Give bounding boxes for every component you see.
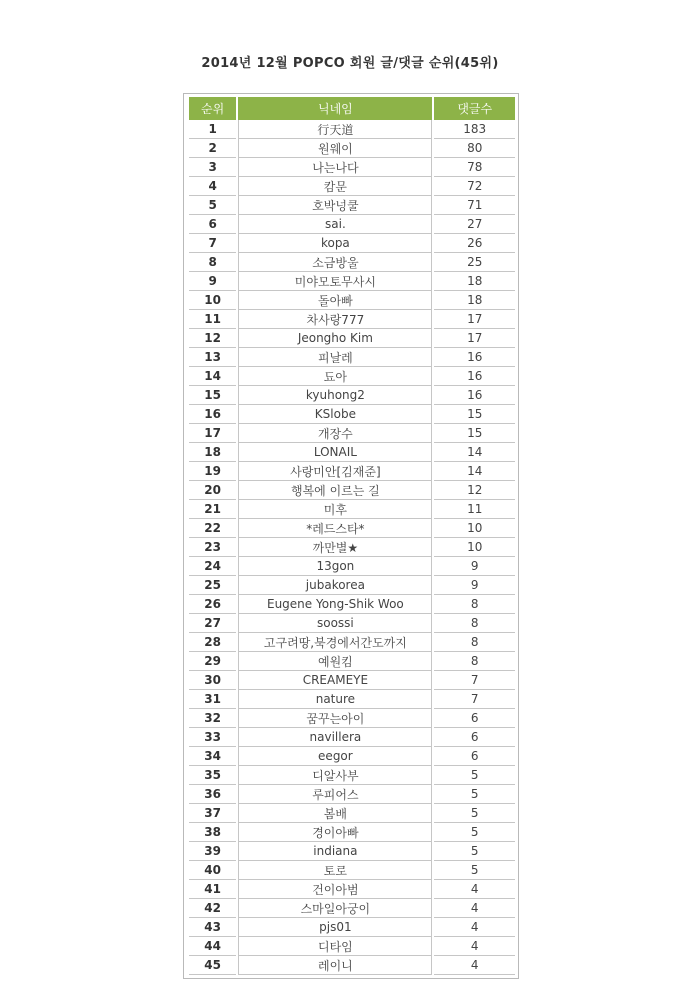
rank-cell: 33 bbox=[189, 728, 236, 747]
rank-cell: 24 bbox=[189, 557, 236, 576]
count-cell: 4 bbox=[434, 880, 515, 899]
table-row bbox=[189, 918, 515, 937]
table-row bbox=[189, 937, 515, 956]
table-row bbox=[189, 766, 515, 785]
count-cell: 14 bbox=[434, 443, 515, 462]
table-row bbox=[189, 196, 515, 215]
nickname-cell: 개장수 bbox=[238, 424, 432, 443]
count-cell: 80 bbox=[434, 139, 515, 158]
nickname-cell: 까만별★ bbox=[238, 538, 432, 557]
rank-cell: 8 bbox=[189, 253, 236, 272]
nickname-cell: Jeongho Kim bbox=[238, 329, 432, 348]
nickname-cell: 사랑미안[김재준] bbox=[238, 462, 432, 481]
nickname-cell: 경이아빠 bbox=[238, 823, 432, 842]
count-cell: 18 bbox=[434, 272, 515, 291]
table-header-row bbox=[189, 97, 515, 120]
nickname-cell: *레드스타* bbox=[238, 519, 432, 538]
rank-cell: 32 bbox=[189, 709, 236, 728]
table-row bbox=[189, 386, 515, 405]
ranking-table-frame bbox=[183, 93, 519, 979]
count-cell: 6 bbox=[434, 747, 515, 766]
rank-cell: 28 bbox=[189, 633, 236, 652]
count-cell: 9 bbox=[434, 576, 515, 595]
nickname-cell: 피날레 bbox=[238, 348, 432, 367]
rank-cell: 23 bbox=[189, 538, 236, 557]
count-cell: 12 bbox=[434, 481, 515, 500]
rank-cell: 35 bbox=[189, 766, 236, 785]
nickname-cell: 루피어스 bbox=[238, 785, 432, 804]
rank-cell: 45 bbox=[189, 956, 236, 975]
nickname-cell: 됴아 bbox=[238, 367, 432, 386]
count-cell: 5 bbox=[434, 842, 515, 861]
table-row bbox=[189, 443, 515, 462]
count-cell: 7 bbox=[434, 690, 515, 709]
rank-cell: 15 bbox=[189, 386, 236, 405]
nickname-cell: navillera bbox=[238, 728, 432, 747]
rank-cell: 19 bbox=[189, 462, 236, 481]
nickname-cell: 디타임 bbox=[238, 937, 432, 956]
count-cell: 71 bbox=[434, 196, 515, 215]
table-row bbox=[189, 823, 515, 842]
count-cell: 4 bbox=[434, 956, 515, 975]
table-row bbox=[189, 253, 515, 272]
rank-cell: 22 bbox=[189, 519, 236, 538]
rank-cell: 17 bbox=[189, 424, 236, 443]
rank-cell: 20 bbox=[189, 481, 236, 500]
nickname-cell: 레이니 bbox=[238, 956, 432, 975]
rank-cell: 26 bbox=[189, 595, 236, 614]
rank-cell: 4 bbox=[189, 177, 236, 196]
nickname-cell: 호박넝쿨 bbox=[238, 196, 432, 215]
header-rank: 순위 bbox=[189, 97, 236, 120]
table-row bbox=[189, 158, 515, 177]
count-cell: 15 bbox=[434, 424, 515, 443]
nickname-cell: 행복에 이르는 길 bbox=[238, 481, 432, 500]
count-cell: 5 bbox=[434, 861, 515, 880]
page-title: 2014년 12월 POPCO 회원 글/댓글 순위(45위) bbox=[201, 56, 499, 71]
rank-cell: 1 bbox=[189, 120, 236, 139]
count-cell: 18 bbox=[434, 291, 515, 310]
table-row bbox=[189, 614, 515, 633]
rank-cell: 3 bbox=[189, 158, 236, 177]
nickname-cell: nature bbox=[238, 690, 432, 709]
rank-cell: 36 bbox=[189, 785, 236, 804]
rank-cell: 27 bbox=[189, 614, 236, 633]
count-cell: 10 bbox=[434, 538, 515, 557]
nickname-cell: 봄배 bbox=[238, 804, 432, 823]
nickname-cell: soossi bbox=[238, 614, 432, 633]
table-row bbox=[189, 899, 515, 918]
rank-cell: 16 bbox=[189, 405, 236, 424]
rank-cell: 41 bbox=[189, 880, 236, 899]
table-row bbox=[189, 652, 515, 671]
nickname-cell: 13gon bbox=[238, 557, 432, 576]
table-row bbox=[189, 804, 515, 823]
rank-cell: 14 bbox=[189, 367, 236, 386]
count-cell: 4 bbox=[434, 899, 515, 918]
rank-cell: 7 bbox=[189, 234, 236, 253]
table-row bbox=[189, 785, 515, 804]
rank-cell: 12 bbox=[189, 329, 236, 348]
header-nickname: 닉네임 bbox=[238, 97, 432, 120]
rank-cell: 9 bbox=[189, 272, 236, 291]
count-cell: 8 bbox=[434, 633, 515, 652]
nickname-cell: 캄문 bbox=[238, 177, 432, 196]
count-cell: 9 bbox=[434, 557, 515, 576]
table-row bbox=[189, 272, 515, 291]
table-row bbox=[189, 728, 515, 747]
nickname-cell: pjs01 bbox=[238, 918, 432, 937]
header-count: 댓글수 bbox=[434, 97, 515, 120]
nickname-cell: 꿈꾸는아이 bbox=[238, 709, 432, 728]
count-cell: 16 bbox=[434, 367, 515, 386]
nickname-cell: 원웨이 bbox=[238, 139, 432, 158]
count-cell: 26 bbox=[434, 234, 515, 253]
count-cell: 78 bbox=[434, 158, 515, 177]
table-row bbox=[189, 500, 515, 519]
rank-cell: 29 bbox=[189, 652, 236, 671]
rank-cell: 21 bbox=[189, 500, 236, 519]
rank-cell: 44 bbox=[189, 937, 236, 956]
rank-cell: 39 bbox=[189, 842, 236, 861]
table-row bbox=[189, 633, 515, 652]
table-row bbox=[189, 120, 515, 139]
table-row bbox=[189, 519, 515, 538]
nickname-cell: Eugene Yong-Shik Woo bbox=[238, 595, 432, 614]
count-cell: 10 bbox=[434, 519, 515, 538]
table-row bbox=[189, 367, 515, 386]
count-cell: 8 bbox=[434, 614, 515, 633]
count-cell: 8 bbox=[434, 595, 515, 614]
nickname-cell: 디알사부 bbox=[238, 766, 432, 785]
table-row bbox=[189, 291, 515, 310]
nickname-cell: 미야모토무사시 bbox=[238, 272, 432, 291]
nickname-cell: 차사랑777 bbox=[238, 310, 432, 329]
table-row bbox=[189, 329, 515, 348]
count-cell: 16 bbox=[434, 348, 515, 367]
nickname-cell: eegor bbox=[238, 747, 432, 766]
nickname-cell: CREAMEYE bbox=[238, 671, 432, 690]
count-cell: 72 bbox=[434, 177, 515, 196]
rank-cell: 43 bbox=[189, 918, 236, 937]
count-cell: 4 bbox=[434, 937, 515, 956]
ranking-table bbox=[187, 97, 517, 975]
count-cell: 27 bbox=[434, 215, 515, 234]
count-cell: 6 bbox=[434, 728, 515, 747]
count-cell: 25 bbox=[434, 253, 515, 272]
nickname-cell: 고구려땅,북경에서간도까지 bbox=[238, 633, 432, 652]
table-row bbox=[189, 310, 515, 329]
count-cell: 5 bbox=[434, 823, 515, 842]
rank-cell: 34 bbox=[189, 747, 236, 766]
rank-cell: 6 bbox=[189, 215, 236, 234]
rank-cell: 11 bbox=[189, 310, 236, 329]
table-row bbox=[189, 709, 515, 728]
table-row bbox=[189, 234, 515, 253]
count-cell: 8 bbox=[434, 652, 515, 671]
nickname-cell: 돌아빠 bbox=[238, 291, 432, 310]
table-row bbox=[189, 215, 515, 234]
nickname-cell: KSlobe bbox=[238, 405, 432, 424]
table-row bbox=[189, 557, 515, 576]
nickname-cell: 미후 bbox=[238, 500, 432, 519]
count-cell: 7 bbox=[434, 671, 515, 690]
nickname-cell: kyuhong2 bbox=[238, 386, 432, 405]
nickname-cell: indiana bbox=[238, 842, 432, 861]
table-row bbox=[189, 348, 515, 367]
count-cell: 183 bbox=[434, 120, 515, 139]
table-row bbox=[189, 747, 515, 766]
table-row bbox=[189, 861, 515, 880]
count-cell: 5 bbox=[434, 766, 515, 785]
nickname-cell: 스마일아궁이 bbox=[238, 899, 432, 918]
table-row bbox=[189, 538, 515, 557]
table-row bbox=[189, 177, 515, 196]
nickname-cell: 소금방울 bbox=[238, 253, 432, 272]
nickname-cell: jubakorea bbox=[238, 576, 432, 595]
table-row bbox=[189, 424, 515, 443]
table-row bbox=[189, 671, 515, 690]
nickname-cell: 예원킴 bbox=[238, 652, 432, 671]
rank-cell: 18 bbox=[189, 443, 236, 462]
count-cell: 17 bbox=[434, 310, 515, 329]
rank-cell: 5 bbox=[189, 196, 236, 215]
nickname-cell: 나는나다 bbox=[238, 158, 432, 177]
nickname-cell: 行天道 bbox=[238, 120, 432, 139]
rank-cell: 25 bbox=[189, 576, 236, 595]
rank-cell: 37 bbox=[189, 804, 236, 823]
rank-cell: 10 bbox=[189, 291, 236, 310]
table-row bbox=[189, 405, 515, 424]
nickname-cell: kopa bbox=[238, 234, 432, 253]
rank-cell: 42 bbox=[189, 899, 236, 918]
rank-cell: 38 bbox=[189, 823, 236, 842]
count-cell: 4 bbox=[434, 918, 515, 937]
rank-cell: 2 bbox=[189, 139, 236, 158]
nickname-cell: 건이아범 bbox=[238, 880, 432, 899]
table-row bbox=[189, 576, 515, 595]
count-cell: 16 bbox=[434, 386, 515, 405]
table-row bbox=[189, 690, 515, 709]
count-cell: 6 bbox=[434, 709, 515, 728]
rank-cell: 31 bbox=[189, 690, 236, 709]
nickname-cell: LONAIL bbox=[238, 443, 432, 462]
table-row bbox=[189, 956, 515, 975]
count-cell: 11 bbox=[434, 500, 515, 519]
table-row bbox=[189, 842, 515, 861]
rank-cell: 40 bbox=[189, 861, 236, 880]
nickname-cell: 토로 bbox=[238, 861, 432, 880]
count-cell: 15 bbox=[434, 405, 515, 424]
count-cell: 17 bbox=[434, 329, 515, 348]
table-row bbox=[189, 481, 515, 500]
rank-cell: 30 bbox=[189, 671, 236, 690]
table-row bbox=[189, 462, 515, 481]
count-cell: 5 bbox=[434, 785, 515, 804]
table-row bbox=[189, 595, 515, 614]
table-row bbox=[189, 139, 515, 158]
count-cell: 14 bbox=[434, 462, 515, 481]
rank-cell: 13 bbox=[189, 348, 236, 367]
table-body bbox=[189, 120, 515, 975]
nickname-cell: sai. bbox=[238, 215, 432, 234]
count-cell: 5 bbox=[434, 804, 515, 823]
table-row bbox=[189, 880, 515, 899]
